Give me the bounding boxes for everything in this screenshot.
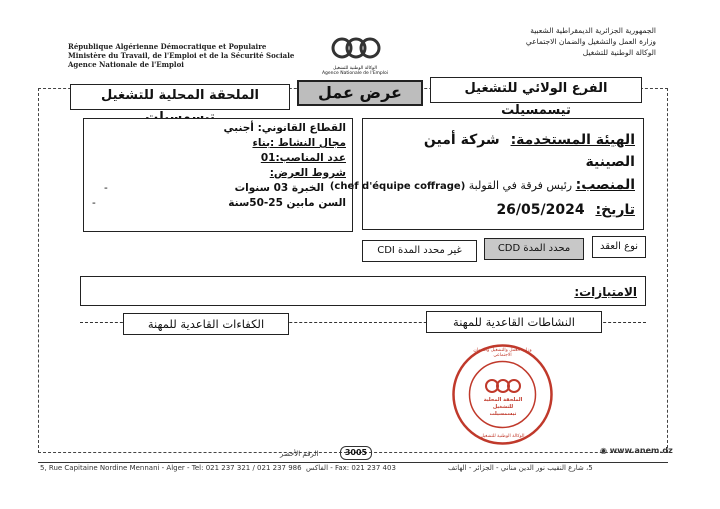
position-fr: (chef d'équipe coffrage): [329, 181, 466, 192]
stamp-ring-text: وزارة العمل والتشغيل والضمان الاجتماعي: [473, 348, 532, 358]
header-fr-line-1: République Algérienne Démocratique et Populaire: [68, 42, 267, 51]
legal-sector: القطاع القانوني: أجنبي: [223, 122, 346, 134]
condition-dash-2: -: [92, 197, 96, 209]
anem-logo: [320, 34, 390, 76]
local-agency-box: الملحقة المحلية للتشغيل: [70, 84, 290, 110]
footer-line: [38, 462, 668, 463]
footer-fax: Fax: 021 237 403 - الفاكس: [306, 464, 396, 472]
website-url: www.anem.dz: [609, 446, 673, 455]
conditions-label: شروط العرض:: [269, 167, 346, 179]
condition-row-2: [90, 196, 346, 211]
date-row: [371, 199, 635, 221]
header-fr-line-3: Agence Nationale de l'Emploi: [68, 60, 184, 69]
employer-row: [371, 129, 635, 173]
header-ar-line-1: الجمهورية الجزائرية الديمقراطية الشعبية: [530, 26, 656, 35]
condition-row-1: [90, 181, 346, 196]
posts-count: عدد المناصب:01: [260, 152, 346, 164]
date-value: 26/05/2024: [496, 202, 585, 218]
anem-logo-icon: [320, 34, 390, 62]
skills-label-box: الكفاءات القاعدية للمهنة: [123, 313, 289, 335]
offer-details-box: [83, 118, 353, 232]
contract-cdd-option[interactable]: محدد المدة CDD: [484, 238, 584, 260]
logo-caption-fr: Agence Nationale de l'Emploi: [321, 71, 389, 76]
branch-box: الفرع الولائي للتشغيل تيسمسيلت: [430, 77, 642, 103]
logo-caption-ar: الوكالة الوطنية للتشغيل: [333, 66, 377, 71]
globe-icon: ◉: [600, 446, 607, 455]
header-fr-line-2: Ministère du Travail, de l'Emploi et de la Sécurité Sociale: [68, 51, 295, 60]
header-french: [68, 42, 308, 69]
stamp-inner-2: تيسمسيلت: [489, 411, 517, 417]
position-row: [329, 173, 635, 199]
green-number: 3005: [340, 446, 372, 460]
employer-value: شركة أمين الصينية: [423, 132, 635, 170]
privileges-label: الامتيازات:: [574, 285, 637, 299]
date-label: تاريخ:: [595, 202, 635, 218]
position-value: رئيس فرقة في القولبة: [468, 179, 573, 192]
position-label: المنصب:: [575, 177, 635, 193]
website: [600, 446, 673, 455]
contract-cdi-option[interactable]: غير محدد المدة CDI: [362, 240, 477, 262]
condition-age: السن مابين 25-50سنة: [228, 197, 346, 209]
footer-address-ar: 5، شارع النقيب نور الدين مناني - الجزائر - الهاتف: [448, 464, 593, 472]
offer-title-box: عرض عمل: [297, 80, 423, 106]
footer-address-fr: 5, Rue Capitaine Nordine Mennani - Alger - Tel: 021 237 321 / 021 237 986: [40, 464, 302, 472]
green-number-label: الرقم الأخضر: [280, 450, 319, 458]
header-ar-line-3: الوكالة الوطنية للتشغيل: [582, 48, 656, 57]
header-ar-line-2: وزارة العمل والتشغيل والضمان الاجتماعي: [525, 37, 656, 46]
header-arabic: [386, 25, 656, 58]
employer-box: [329, 118, 644, 230]
stamp-inner-1: الملحقة المحلية للتشغيل: [483, 397, 523, 410]
stamp-bottom-text: الوكالة الوطنية للتشغيل: [480, 434, 525, 439]
activity-field: مجال النشاط :بناء: [252, 137, 346, 149]
official-stamp: [450, 342, 555, 447]
activities-label-box: النشاطات القاعدية للمهنة: [426, 311, 602, 333]
contract-type-label: نوع العقد: [592, 236, 646, 258]
stamp-inner-text: [476, 397, 530, 418]
condition-dash-1: -: [104, 182, 108, 194]
employer-label: الهيئة المستخدمة:: [510, 132, 635, 148]
condition-experience: الخبرة 03 سنوات: [234, 182, 324, 194]
privileges-box: [80, 276, 646, 306]
